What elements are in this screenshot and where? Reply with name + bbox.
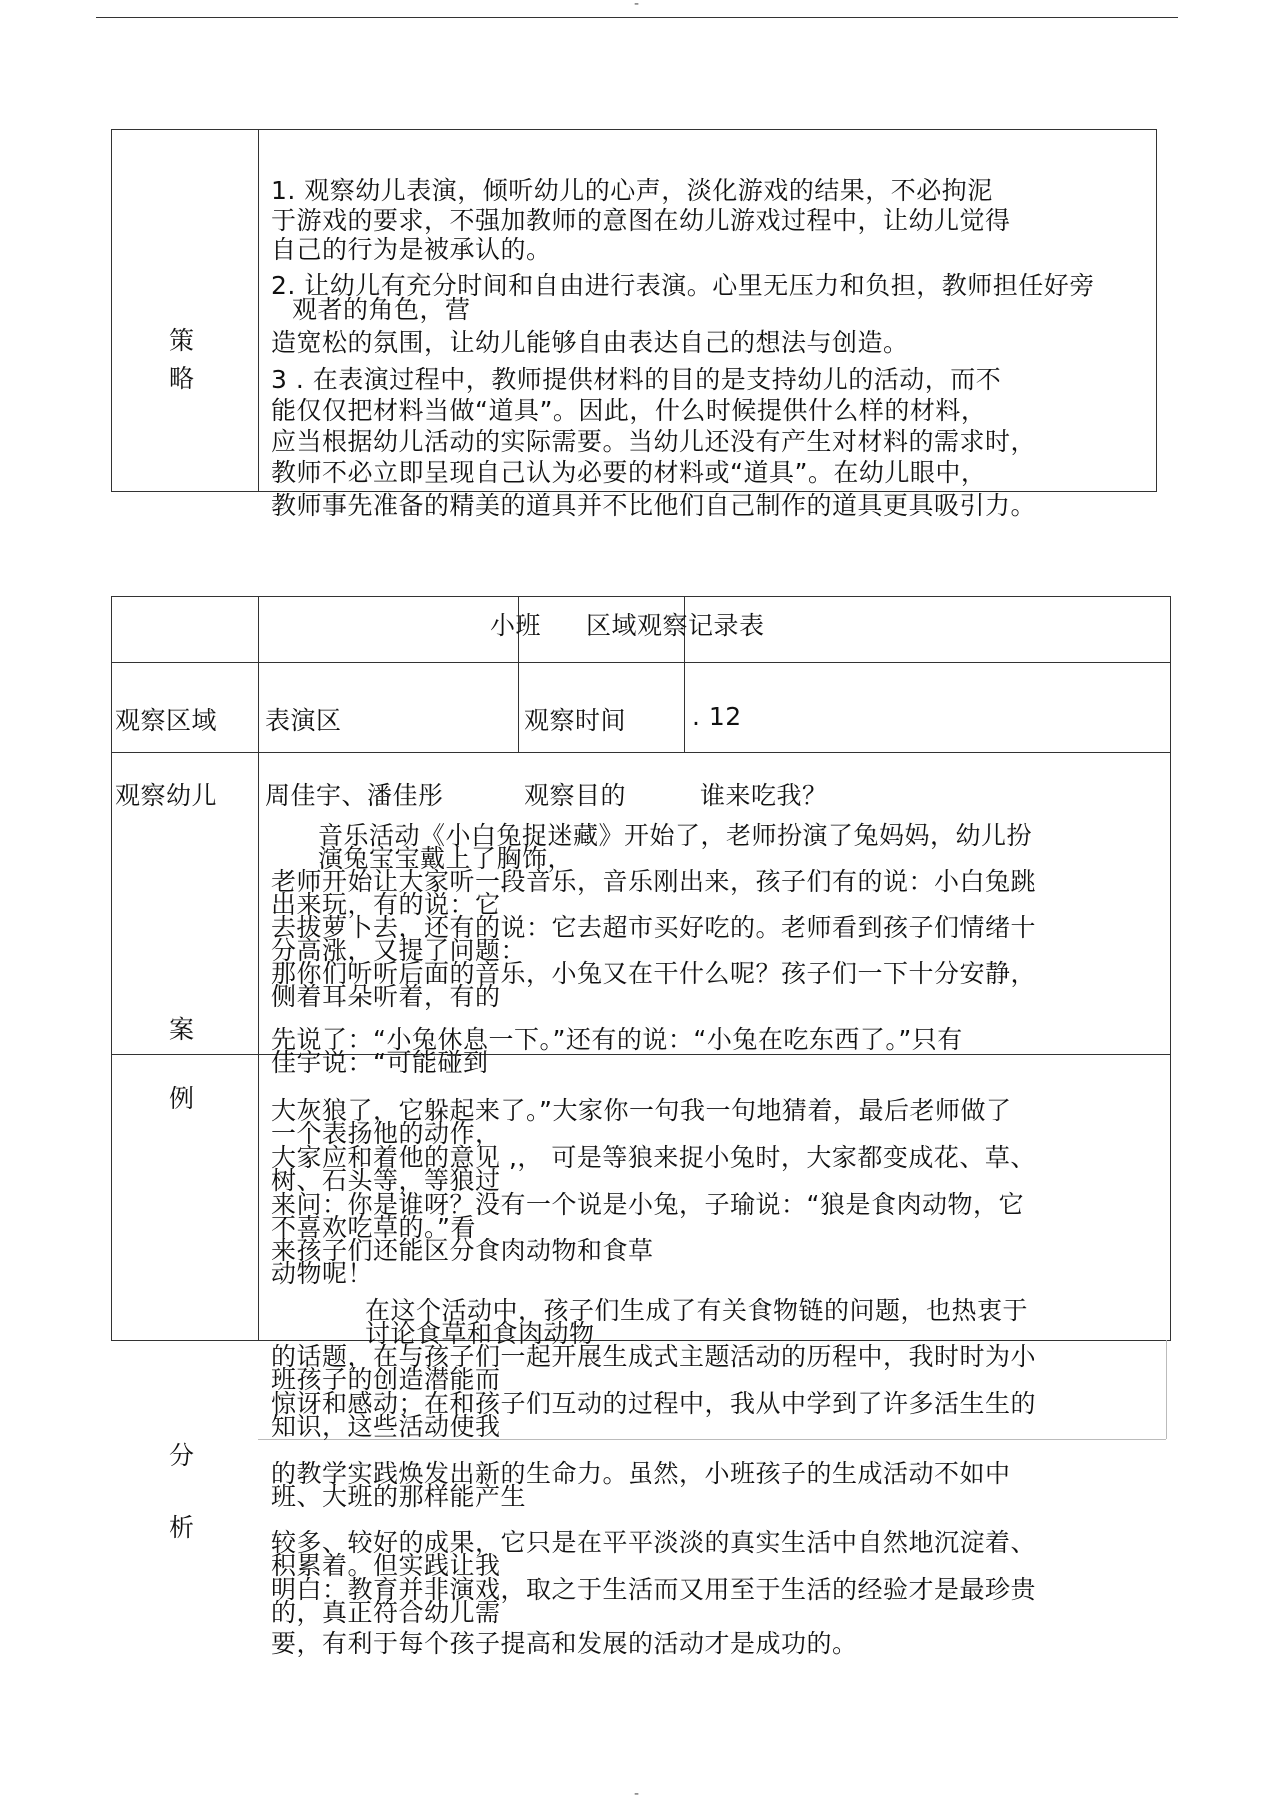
analysis-line: 的教学实践焕发出新的生命力。虽然，小班孩子的生成活动不如中 <box>271 1459 1011 1488</box>
strategy-label-char-2: 略 <box>169 364 195 393</box>
children-value: 周佳宇、潘佳彤 <box>265 781 444 810</box>
case-line: 不喜欢吃草的。”看 <box>271 1213 476 1242</box>
area-value: 表演区 <box>265 706 342 735</box>
case-line: 那你们听听后面的音乐，小兔又在干什么呢？孩子们一下十分安静， <box>271 959 1037 988</box>
children-label: 观察幼儿 <box>115 781 218 810</box>
strategy-line: 教师不必立即呈现自己认为必要的材料或“道具”。在幼儿眼中， <box>271 458 987 487</box>
analysis-line: 在这个活动中，孩子们生成了有关食物链的问题，也热衷于 <box>365 1296 1029 1325</box>
header-rule <box>96 17 1178 18</box>
analysis-line: 班孩子的创造潜能而 <box>271 1365 501 1394</box>
analysis-label-char-1: 分 <box>169 1441 195 1470</box>
analysis-line: 惊讶和感动；在和孩子们互动的过程中，我从中学到了许多活生生的 <box>271 1389 1037 1418</box>
analysis-line: 的，真正符合幼儿需 <box>271 1598 501 1627</box>
strategy-line: 3 . 在表演过程中，教师提供材料的目的是支持幼儿的活动，而不 <box>271 365 1002 394</box>
analysis-label-char-2: 析 <box>169 1513 195 1542</box>
case-line: 去拔萝卜去，还有的说：它去超市买好吃的。老师看到孩子们情绪十 <box>271 913 1037 942</box>
analysis-line: 积累着。但实践让我 <box>271 1551 501 1580</box>
case-line: 分高涨，又提了问题： <box>271 936 527 965</box>
strategy-line: 2. 让幼儿有充分时间和自由进行表演。心里无压力和负担，教师担任好旁 <box>271 271 1095 300</box>
strategy-line: 教师事先准备的精美的道具并不比他们自己制作的道具更具吸引力。 <box>271 491 1037 520</box>
analysis-line: 讨论食草和食肉动物 <box>365 1319 595 1348</box>
case-line: 佳宇说：“可能碰到 <box>271 1048 489 1077</box>
analysis-line: 要，有利于每个孩子提高和发展的活动才是成功的。 <box>271 1629 858 1658</box>
strategy-line: 应当根据幼儿活动的实际需要。当幼儿还没有产生对材料的需求时， <box>271 427 1037 456</box>
time-label: 观察时间 <box>524 706 627 735</box>
case-line: 树、石头等，等狼过 <box>271 1166 501 1195</box>
case-line: 动物呢！ <box>271 1259 374 1288</box>
area-label: 观察区域 <box>115 706 218 735</box>
header-mark: - <box>634 0 640 12</box>
case-line: 出来玩，有的说：它 <box>271 890 501 919</box>
case-label-char-1: 案 <box>169 1015 195 1044</box>
strategy-line: 于游戏的要求，不强加教师的意图在幼儿游戏过程中，让幼儿觉得 <box>271 206 1011 235</box>
strategy-label-char-1: 策 <box>169 326 195 355</box>
strategy-line: 造宽松的氛围，让幼儿能够自由表达自己的想法与创造。 <box>271 328 909 357</box>
case-line: 音乐活动《小白兔捉迷藏》开始了，老师扮演了兔妈妈，幼儿扮 <box>318 821 1033 850</box>
case-line: 来孩子们还能区分食肉动物和食草 <box>271 1236 654 1265</box>
strategy-line: 自己的行为是被承认的。 <box>271 235 552 264</box>
footer-mark: - <box>634 1786 640 1802</box>
record-title: 区域观察记录表 <box>586 611 765 640</box>
case-line: 侧着耳朵听着，有的 <box>271 982 501 1011</box>
case-line: 演兔宝宝戴上了胸饰， <box>318 844 574 873</box>
strategy-line: 1. 观察幼儿表演，倾听幼儿的心声，淡化游戏的结果，不必拘泥 <box>271 176 993 205</box>
strategy-line: 能仅仅把材料当做“道具”。因此，什么时候提供什么样的材料， <box>271 396 987 425</box>
strategy-line: 观者的角色，营 <box>292 295 471 324</box>
record-title-class: 小班 <box>490 611 542 640</box>
purpose-value: 谁来吃我？ <box>700 781 828 810</box>
case-line: 大家应和着他的意见 ,， 可是等狼来捉小兔时，大家都变成花、草、 <box>271 1143 1036 1172</box>
analysis-line: 班、大班的那样能产生 <box>271 1482 527 1511</box>
analysis-line: 的话题，在与孩子们一起开展生成式主题活动的历程中，我时时为小 <box>271 1342 1037 1371</box>
purpose-label: 观察目的 <box>524 781 627 810</box>
case-line: 一个表扬他的动作， <box>271 1119 501 1148</box>
analysis-line: 较多、较好的成果，它只是在平平淡淡的真实生活中自然地沉淀着、 <box>271 1528 1037 1557</box>
case-line: 老师开始让大家听一段音乐，音乐刚出来，孩子们有的说：小白兔跳 <box>271 867 1037 896</box>
analysis-line: 知识，这些活动使我 <box>271 1412 501 1441</box>
case-line: 来问：你是谁呀？没有一个说是小兔，子瑜说：“狼是食肉动物，它 <box>271 1190 1024 1219</box>
case-label-char-2: 例 <box>169 1084 195 1113</box>
case-line: 大灰狼了，它躲起来了。”大家你一句我一句地猜着，最后老师做了 <box>271 1096 1012 1125</box>
time-value: . 12 <box>692 702 742 731</box>
analysis-line: 明白：教育并非演戏，取之于生活而又用至于生活的经验才是最珍贵 <box>271 1575 1037 1604</box>
case-line: 先说了：“小兔休息一下。”还有的说：“小兔在吃东西了。”只有 <box>271 1025 963 1054</box>
